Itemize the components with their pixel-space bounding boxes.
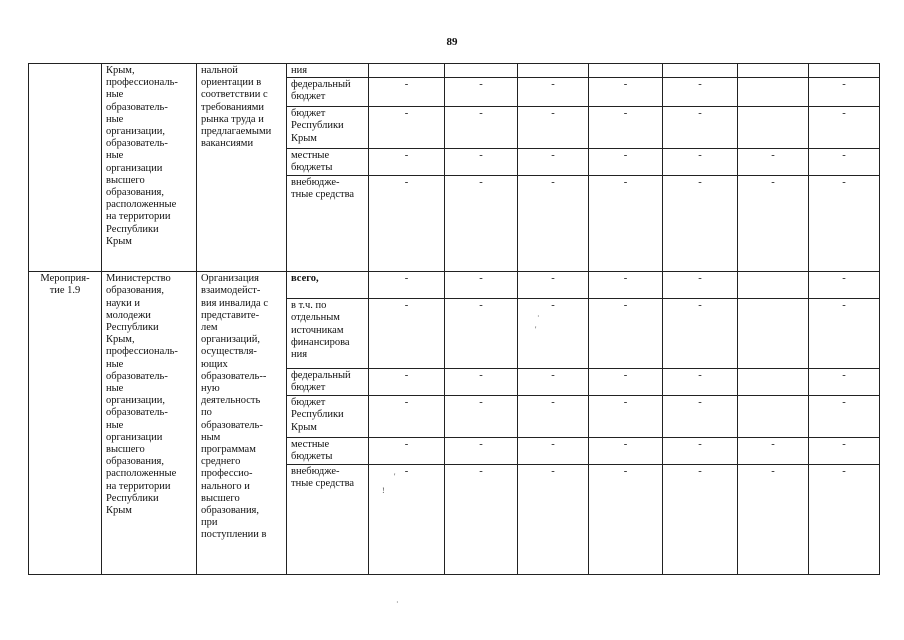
amount-cell-text: - bbox=[479, 439, 483, 451]
amount-cell bbox=[518, 176, 589, 272]
amount-cell-text: - bbox=[479, 108, 483, 120]
amount-cell-text: - bbox=[698, 370, 702, 382]
page-number: 89 bbox=[446, 36, 458, 48]
amount-cell bbox=[445, 107, 518, 149]
amount-cell-text: - bbox=[551, 177, 555, 189]
funding-source-cell-text: внебюдже- тные средства bbox=[291, 466, 355, 490]
amount-cell bbox=[518, 272, 589, 299]
amount-cell bbox=[518, 465, 589, 575]
amount-cell-text: - bbox=[479, 273, 483, 285]
amount-cell bbox=[663, 64, 738, 78]
amount-cell bbox=[809, 369, 880, 396]
amount-cell bbox=[809, 272, 880, 299]
amount-cell bbox=[589, 176, 663, 272]
amount-cell bbox=[589, 272, 663, 299]
amount-cell bbox=[445, 64, 518, 78]
amount-cell bbox=[445, 78, 518, 107]
amount-cell-text: - bbox=[479, 300, 483, 312]
amount-cell bbox=[518, 64, 589, 78]
amount-cell bbox=[738, 107, 809, 149]
amount-cell bbox=[663, 107, 738, 149]
amount-cell bbox=[518, 438, 589, 465]
amount-cell-text: - bbox=[842, 397, 846, 409]
amount-cell bbox=[589, 78, 663, 107]
amount-cell-text: - bbox=[698, 397, 702, 409]
amount-cell bbox=[738, 64, 809, 78]
amount-cell bbox=[589, 396, 663, 438]
amount-cell-text: - bbox=[623, 300, 628, 312]
funding-source-cell-text: всего, bbox=[291, 273, 319, 285]
amount-cell bbox=[369, 299, 445, 369]
amount-cell bbox=[663, 369, 738, 396]
amount-cell bbox=[663, 438, 738, 465]
amount-cell bbox=[738, 369, 809, 396]
amount-cell bbox=[445, 149, 518, 176]
amount-cell bbox=[445, 438, 518, 465]
amount-cell bbox=[809, 299, 880, 369]
amount-cell-text: - bbox=[623, 439, 628, 451]
amount-cell-text: - bbox=[551, 466, 555, 478]
amount-cell-text: - bbox=[842, 150, 846, 162]
amount-cell-text: - bbox=[698, 273, 702, 285]
amount-cell-text: - bbox=[551, 150, 555, 162]
amount-cell-text: - bbox=[842, 439, 846, 451]
scan-speck: ! bbox=[382, 486, 385, 495]
amount-cell-text: - bbox=[551, 397, 555, 409]
amount-cell bbox=[809, 176, 880, 272]
amount-cell-text: - bbox=[404, 150, 409, 162]
amount-cell-text: - bbox=[479, 177, 483, 189]
funding-source-cell bbox=[287, 64, 369, 78]
amount-cell-text: - bbox=[771, 466, 775, 478]
scan-speck: ' bbox=[394, 472, 396, 481]
amount-cell-text: - bbox=[771, 177, 775, 189]
amount-cell bbox=[369, 176, 445, 272]
funding-source-cell bbox=[287, 272, 369, 299]
amount-cell bbox=[589, 107, 663, 149]
funding-source-cell bbox=[287, 78, 369, 107]
amount-cell-text: - bbox=[842, 79, 846, 91]
amount-cell-text: - bbox=[698, 466, 702, 478]
funding-source-cell-text: ния bbox=[291, 65, 308, 76]
amount-cell-text: - bbox=[551, 79, 555, 91]
amount-cell bbox=[738, 78, 809, 107]
funding-source-cell-text: бюджет Республики Крым bbox=[291, 108, 344, 144]
amount-cell-text: - bbox=[623, 273, 628, 285]
measure-cell-text: Мероприя- тие 1.9 bbox=[40, 273, 90, 297]
amount-cell bbox=[589, 149, 663, 176]
amount-cell bbox=[663, 299, 738, 369]
amount-cell bbox=[518, 78, 589, 107]
amount-cell bbox=[663, 272, 738, 299]
table-row bbox=[29, 64, 880, 78]
amount-cell bbox=[369, 369, 445, 396]
amount-cell bbox=[518, 299, 589, 369]
amount-cell bbox=[589, 64, 663, 78]
funding-source-cell bbox=[287, 396, 369, 438]
amount-cell bbox=[589, 369, 663, 396]
amount-cell-text: - bbox=[479, 79, 483, 91]
amount-cell-text: - bbox=[404, 370, 409, 382]
amount-cell bbox=[445, 272, 518, 299]
executor-cell bbox=[102, 64, 197, 272]
amount-cell-text: - bbox=[404, 79, 409, 91]
amount-cell bbox=[369, 465, 445, 575]
amount-cell-text: - bbox=[698, 439, 702, 451]
amount-cell bbox=[369, 107, 445, 149]
amount-cell-text: - bbox=[623, 108, 628, 120]
amount-cell bbox=[589, 465, 663, 575]
amount-cell bbox=[369, 64, 445, 78]
amount-cell bbox=[738, 176, 809, 272]
amount-cell bbox=[369, 78, 445, 107]
amount-cell bbox=[738, 299, 809, 369]
amount-cell bbox=[369, 396, 445, 438]
funding-source-cell-text: местные бюджеты bbox=[291, 439, 333, 463]
amount-cell bbox=[738, 396, 809, 438]
amount-cell-text: - bbox=[623, 150, 628, 162]
amount-cell-text: - bbox=[551, 370, 555, 382]
amount-cell bbox=[518, 149, 589, 176]
amount-cell bbox=[518, 369, 589, 396]
amount-cell bbox=[663, 396, 738, 438]
amount-cell bbox=[369, 272, 445, 299]
measure-cell bbox=[29, 272, 102, 575]
amount-cell-text: - bbox=[771, 150, 775, 162]
amount-cell bbox=[445, 299, 518, 369]
amount-cell bbox=[518, 396, 589, 438]
scan-speck: · bbox=[396, 598, 399, 607]
amount-cell-text: - bbox=[551, 273, 555, 285]
amount-cell bbox=[445, 176, 518, 272]
amount-cell-text: - bbox=[404, 108, 409, 120]
amount-cell bbox=[809, 107, 880, 149]
amount-cell-text: - bbox=[551, 300, 555, 312]
amount-cell bbox=[809, 465, 880, 575]
amount-cell-text: - bbox=[404, 397, 409, 409]
amount-cell bbox=[445, 396, 518, 438]
budget-table bbox=[28, 63, 880, 575]
funding-source-cell bbox=[287, 107, 369, 149]
amount-cell bbox=[663, 149, 738, 176]
amount-cell-text: - bbox=[404, 300, 409, 312]
amount-cell bbox=[663, 176, 738, 272]
funding-source-cell bbox=[287, 465, 369, 575]
funding-source-cell bbox=[287, 176, 369, 272]
amount-cell-text: - bbox=[842, 466, 846, 478]
funding-source-cell-text: внебюдже- тные средства bbox=[291, 177, 355, 201]
amount-cell bbox=[589, 299, 663, 369]
funding-source-cell bbox=[287, 369, 369, 396]
amount-cell-text: - bbox=[404, 273, 409, 285]
funding-source-cell bbox=[287, 438, 369, 465]
funding-source-cell bbox=[287, 149, 369, 176]
amount-cell-text: - bbox=[698, 108, 702, 120]
amount-cell bbox=[518, 107, 589, 149]
funding-source-cell-text: федеральный бюджет bbox=[291, 79, 351, 103]
amount-cell bbox=[809, 64, 880, 78]
amount-cell bbox=[809, 149, 880, 176]
amount-cell-text: - bbox=[551, 108, 555, 120]
measure-cell bbox=[29, 64, 102, 272]
amount-cell-text: - bbox=[698, 300, 702, 312]
amount-cell-text: - bbox=[551, 439, 555, 451]
table-body bbox=[29, 64, 880, 575]
amount-cell bbox=[809, 438, 880, 465]
amount-cell-text: - bbox=[404, 439, 409, 451]
amount-cell-text: - bbox=[479, 150, 483, 162]
description-cell bbox=[197, 64, 287, 272]
amount-cell-text: - bbox=[623, 397, 628, 409]
amount-cell-text: - bbox=[404, 466, 409, 478]
amount-cell-text: - bbox=[623, 466, 628, 478]
funding-source-cell-text: бюджет Республики Крым bbox=[291, 397, 344, 433]
amount-cell-text: - bbox=[698, 150, 702, 162]
amount-cell-text: - bbox=[842, 273, 846, 285]
scan-speck: · bbox=[537, 312, 540, 321]
amount-cell bbox=[809, 78, 880, 107]
amount-cell bbox=[369, 149, 445, 176]
funding-source-cell-text: в т.ч. по отдельным источникам финансирова ния bbox=[291, 300, 350, 361]
amount-cell-text: - bbox=[842, 108, 846, 120]
amount-cell-text: - bbox=[623, 177, 628, 189]
description-cell-text: Организация взаимодейст- вия инвалида с представите- лем организаций, осуществля- ющих образователь-- ную деятельность по образователь- ным программам среднего профессио- нального и высшего образования, при поступлении в bbox=[201, 273, 268, 541]
amount-cell bbox=[738, 149, 809, 176]
amount-cell bbox=[738, 465, 809, 575]
amount-cell-text: - bbox=[623, 79, 628, 91]
funding-source-cell-text: местные бюджеты bbox=[291, 150, 333, 174]
amount-cell-text: - bbox=[698, 79, 702, 91]
amount-cell-text: - bbox=[479, 397, 483, 409]
amount-cell-text: - bbox=[623, 370, 628, 382]
amount-cell bbox=[809, 396, 880, 438]
executor-cell bbox=[102, 272, 197, 575]
amount-cell-text: - bbox=[842, 300, 846, 312]
amount-cell-text: - bbox=[479, 370, 483, 382]
description-cell-text: нальной ориентации в соответствии с требованиями рынка труда и предлагаемыми вакансиями bbox=[201, 65, 272, 150]
amount-cell-text: - bbox=[479, 466, 483, 478]
amount-cell-text: - bbox=[842, 370, 846, 382]
amount-cell-text: - bbox=[842, 177, 846, 189]
amount-cell bbox=[663, 78, 738, 107]
amount-cell-text: - bbox=[404, 177, 409, 189]
amount-cell bbox=[738, 438, 809, 465]
funding-source-cell-text: федеральный бюджет bbox=[291, 370, 351, 394]
description-cell bbox=[197, 272, 287, 575]
amount-cell bbox=[663, 465, 738, 575]
amount-cell bbox=[369, 438, 445, 465]
executor-cell-text: Крым, профессиональ- ные образователь- ные организации, образователь- ные организации высшего образования, расположенные на территории Республики Крым bbox=[106, 65, 178, 247]
table-row bbox=[29, 272, 880, 299]
amount-cell-text: - bbox=[698, 177, 702, 189]
amount-cell bbox=[445, 465, 518, 575]
scan-speck: ' bbox=[535, 325, 537, 334]
funding-source-cell bbox=[287, 299, 369, 369]
amount-cell bbox=[738, 272, 809, 299]
amount-cell-text: - bbox=[771, 439, 775, 451]
amount-cell bbox=[589, 438, 663, 465]
executor-cell-text: Министерство образования, науки и молодежи Республики Крым, профессиональ- ные образователь- ные организации, образователь- ные организации высшего образования, расположенные на территории Республики Крым bbox=[106, 273, 178, 517]
amount-cell bbox=[445, 369, 518, 396]
